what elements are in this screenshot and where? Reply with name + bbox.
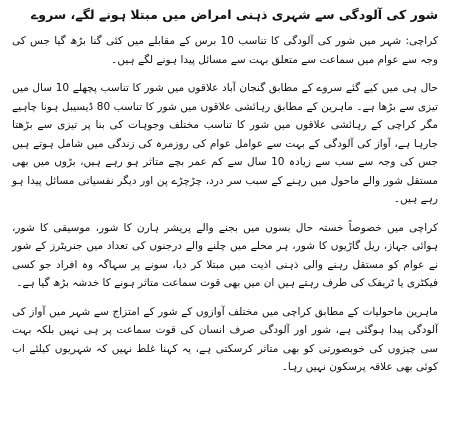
article-paragraph-3: کراچی میں خصوصاً خستہ حال بسوں میں بجنے والے پریشر ہارن کا شور، موسیقی کا شور، ہوائی جہاز، ریل گاڑیوں کا شور، ہر محلے میں چلنے والے درجنوں کی تعداد میں جنریٹرز کے شور نے عوام کو مستقل رہنے والی ذہنی اذیت میں مبتلا کر دیا، سونے پر سہاگہ وہ افراد جو کسی فیکٹری یا ٹریفک کی طرف رہتے ہیں ان میں بھی قوت سماعت متاثر ہونے کا خدشہ بڑھ گیا ہے۔ [12,221,438,289]
article-paragraph-2: حال ہی میں کیے گئے سروے کے مطابق گنجان آباد علاقوں میں شور کا تناسب پچھلے 10 سال میں تیزی سے بڑھا ہے۔ ماہرین کے مطابق رہائشی علاقوں میں شور کا تناسب 80 ڈیسیبل ہونا چاہیے مگر کراچی کے رہائشی علاقوں میں شور کا تناسب مختلف وجوہات کی بنا پر تیزی سے بڑھتا جارہا ہے، آواز کی آلودگی کے بہت سے عوامل عوام کی روزمرہ کی زندگی میں شامل ہوتے ہیں جس کی وجہ سے سب سے زیادہ 10 سال سے کم عمر بچے متاثر ہو رہے ہیں، بڑوں میں بھی مستقل شور والے ماحول میں رہنے کے سبب سر درد، چڑچڑے پن اور دیگر نفسیاتی مسائل پیدا ہو رہے ہیں۔ [12,82,439,205]
article-paragraph-4: ماہرین ماحولیات کے مطابق کراچی میں مختلف آوازوں کے شور کے امتزاج سے شہر میں آواز کی آلودگی پیدا ہوگئی ہے، شور اور آلودگی صرف انسان کی قوت سماعت پر ہی نہیں بلکہ بہت سی چیزوں کی خوبصورتی کو بھی متاثر کرسکتی ہے، یہ کہنا غلط نہیں کہ شہریوں کیلئے اب کوئی بھی علاقہ پرسکون نہیں رہا۔ [12,305,438,373]
article-headline: شور کی آلودگی سے شہری ذہنی امراض میں مبتلا ہونے لگے، سروے [30,7,438,22]
article-paragraph-1: کراچی: شہر میں شور کی آلودگی کا تناسب 10 برس کے مقابلے میں کئی گنا بڑھ گیا جس کی وجہ سے عوام میں سماعت سے متعلق بہت سے مسائل پیدا ہونے لگے ہیں۔ [12,35,438,66]
